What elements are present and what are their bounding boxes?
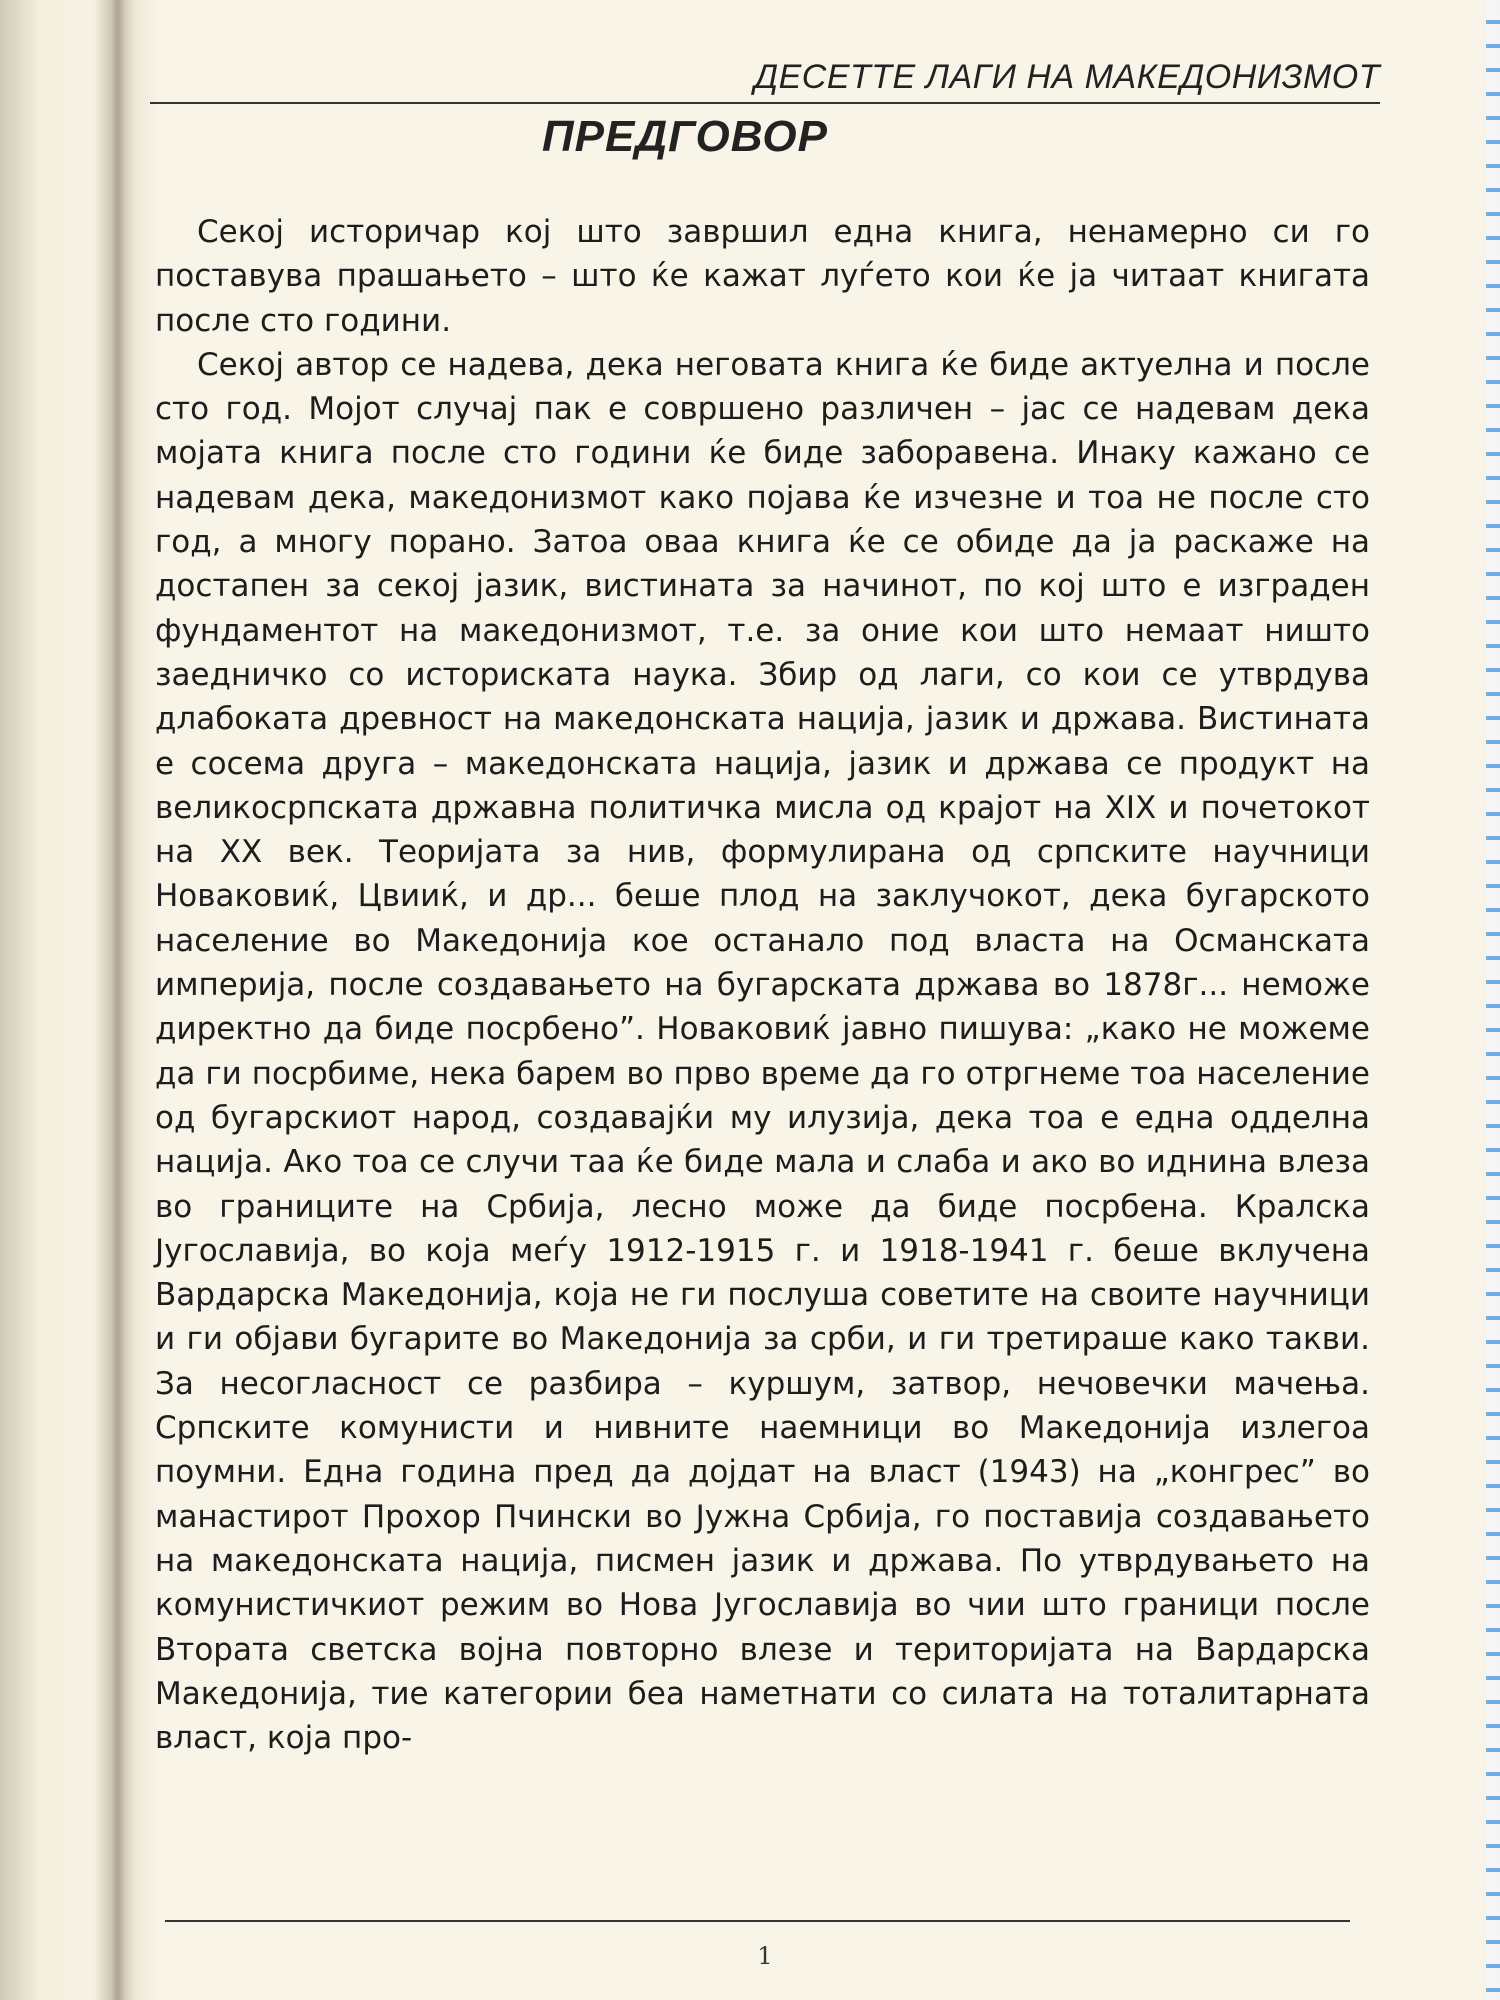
paragraph-2: Секој автор се надева, дека неговата книга ќе биде актуелна и после сто год. Мојот случај пак е совршено различен – јас се надевам дека мојата книга после сто години ќе биде заборавена. Инаку кажано се надевам дека, македонизмот како појава ќе изчезне и тоа не после сто год, а многу порано. Затоа оваа книга ќе се обиде да ја раскаже на достапен за секој јазик, вистината за начинот, по кој што е изграден фундаментот на македонизмот, т.е. за оние кои што немаат ништо заедничко со историската наука. Збир од лаги, со кои се утврдува длабоката древност на македонската нација, јазик и држава. Вистината е сосема друга – македонската нација, јазик и држава се продукт на великосрпската државна политичка мисла од крајот на XIX и почетокот на XX век. Теоријата за нив, формулирана од српските научници Новаковиќ, Цвииќ, и др... беше плод на заклучокот, дека бугарското население во Македонија кое останало под власта на Османската империја, после создавањето на бугарската држава во 1878г... неможе директно да биде посрбено”. Новаковиќ јавно пишува: „како не можеме да ги посрбиме, нека барем во прво време да го отргнеме тоа население од бугарскиот народ, создавајќи му илузија, дека тоа е една одделна нација. Ако тоа се случи таа ќе биде мала и слаба и ако во иднина влеза во границите на Србија, лесно може да биде посрбена. Кралска Југославија, во која меѓу 1912-1915 г. и 1918-1941 г. беше вклучена Вардарска Македонија, која не ги послуша советите на своите научници и ги објави бугарите во Македонија за срби, и ги третираше како такви. За несогласност се разбира – куршум, затвор, нечовечки мачења. Српските комунисти и нивните наемници во Македонија излегоа поумни. Една година пред да дојдат на власт (1943) на „конгрес” во манастирот Прохор Пчински во Јужна Србија, го поставија создавањето на македонската нација, писмен јазик и држава. По утврдувањето на комунистичкиот режим во Нова Југославија во чии што граници после Втората светска војна повторно влезе и територијата на Вардарска Македонија, тие категории беа наметнати со силата на тоталитарната власт, која про- — [155, 346, 1370, 1757]
paragraph-1: Секој историчар кој што завршил една книга, ненамерно си го поставува прашањето – што ќе кажат луѓето кои ќе ја читаат книгата после сто години. — [155, 214, 1370, 339]
header-rule — [150, 102, 1380, 104]
notebook-edge — [1486, 0, 1500, 2000]
page-number: 1 — [757, 1942, 773, 1970]
book-page — [150, 40, 1380, 1980]
chapter-title: ПРЕДГОВОР — [541, 112, 829, 161]
book-spine-shadow — [95, 0, 135, 2000]
footer-rule — [165, 1920, 1350, 1922]
running-header: ДЕСЕТТЕ ЛАГИ НА МАКЕДОНИЗМОТ — [754, 58, 1380, 96]
body-text — [155, 210, 1370, 1760]
